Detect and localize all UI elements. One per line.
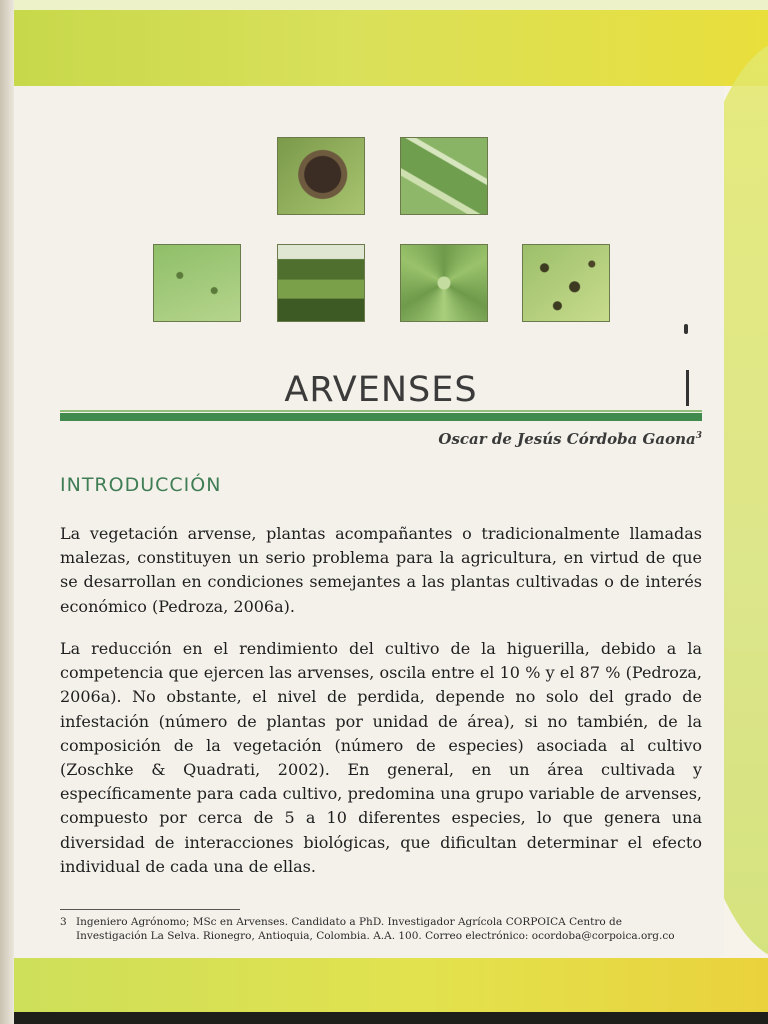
footnote <box>60 915 702 943</box>
paragraph-2: La reducción en el rendimiento del cultivo de la higuerilla, debido a la competencia que ejercen las arvenses, oscila entre el 10 % y el 87 % (Pedroza, 2006a). No obstante, el nivel de perdida, depende no solo del grado de infestación (número de plantas por unidad de área), si no también, de la composición de la vegetación (número de especies) asociada al cultivo (Zoschke & Quadrati, 2002). En general, en un área cultivada y específicamente para cada cultivo, predomina una grupo variable de arvenses, compuesto por cerca de 5 a 10 diferentes especies, lo que genera una diversidad de interacciones biológicas, que dificultan determinar el efecto individual de cada una de ellas. <box>60 639 702 876</box>
footnote-number: 3 <box>60 916 67 928</box>
photo-crop-field <box>277 244 365 322</box>
photo-insect-on-leaf <box>277 137 365 215</box>
paragraph-1: La vegetación arvense, plantas acompañantes o tradicionalmente llamadas malezas, constituyen un serio problema para la agricultura, en virtud de que se desarrollan en condiciones semejantes a las plantas cultivadas o de interés económico (Pedroza, 2006a). <box>60 524 702 616</box>
bottom-color-band <box>0 958 768 1016</box>
photo-castor-leaf <box>400 244 488 322</box>
photo-spotted-leaf <box>153 244 241 322</box>
section-heading: INTRODUCCIÓN <box>60 474 222 496</box>
margin-mark <box>684 324 688 334</box>
chapter-title: ARVENSES <box>284 370 478 410</box>
photo-diseased-leaf <box>522 244 610 322</box>
book-spine-shadow <box>0 0 14 1024</box>
author-line <box>438 430 702 448</box>
footnote-separator <box>60 909 240 910</box>
photo-plant-stems <box>400 137 488 215</box>
author-name: Oscar de Jesús Córdoba Gaona <box>438 430 696 448</box>
title-divider <box>60 413 702 421</box>
footnote-marker: 3 <box>695 431 702 441</box>
top-color-band <box>0 0 768 86</box>
footnote-text: Ingeniero Agrónomo; MSc en Arvenses. Candidato a PhD. Investigador Agrícola CORPOICA Centro de Investigación La Selva. Rionegro, Antioquia, Colombia. A.A. 100. Correo electrónico: ocordoba@corpoica.org.co <box>76 916 675 942</box>
bottom-edge <box>0 1012 768 1024</box>
